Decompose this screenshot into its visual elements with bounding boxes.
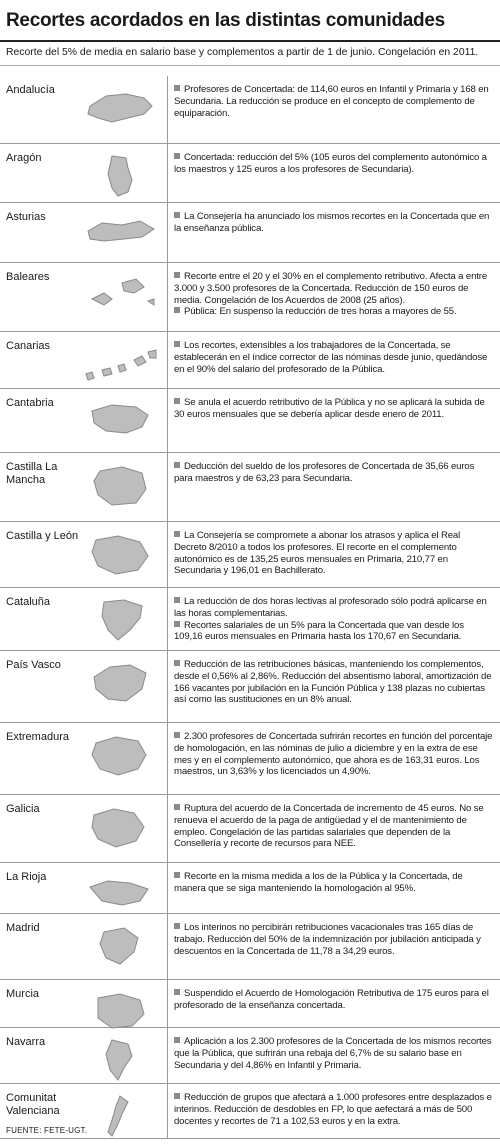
measure-text: La Consejería ha anunciado los mismos recortes en la Concertada que en la enseñanza pública. (174, 211, 490, 234)
region-row (0, 723, 500, 795)
bullet-square-icon (174, 597, 180, 603)
region-cell (0, 588, 168, 650)
region-description (168, 453, 500, 521)
region-map-icon (82, 84, 158, 130)
region-name: Madrid (6, 922, 40, 934)
measure-item (174, 922, 494, 957)
region-name: Navarra (6, 1036, 46, 1048)
measure-item (174, 340, 494, 375)
measure-item (174, 596, 494, 620)
measure-text: Se anula el acuerdo retributivo de la Pública y no se aplicará la subida de 30 euros mensuales que se debería aplicar desde enero de 2011. (174, 397, 485, 420)
bullet-square-icon (174, 398, 180, 404)
region-map-icon (82, 271, 158, 317)
measure-item (174, 659, 494, 706)
region-cell (0, 76, 168, 143)
measure-text: Pública: En suspenso la reducción de tres horas a mayores de 55. (184, 306, 457, 318)
region-name: Castilla y León (6, 530, 79, 542)
measure-item (174, 397, 494, 421)
region-map-icon (82, 922, 158, 968)
region-map-icon (82, 397, 158, 443)
region-name: Aragón (6, 152, 42, 164)
region-row (0, 651, 500, 723)
region-cell (0, 453, 168, 521)
region-cell (0, 203, 168, 262)
region-name: Andalucía (6, 84, 55, 96)
measure-item (174, 306, 494, 318)
region-row (0, 588, 500, 651)
region-map-icon (82, 1092, 158, 1138)
region-map-icon (82, 803, 158, 849)
measure-text: La reducción de dos horas lectivas al profesorado sólo podrá aplicarse en las horas complementarias. (174, 596, 487, 619)
region-row (0, 863, 500, 914)
source-note: FUENTE: FETE-UGT. (6, 1126, 88, 1135)
measure-item (174, 803, 494, 850)
region-cell (0, 1028, 168, 1083)
region-description (168, 1084, 500, 1138)
region-description (168, 203, 500, 262)
region-map-icon (82, 461, 158, 507)
subtitle: Recorte del 5% de media en salario base y complementos a partir de 1 de junio. Congelación en 2011. (0, 40, 500, 66)
measure-text: Recortes salariales de un 5% para la Concertada que van desde los 109,16 euros mensuales en Primaria hasta los 170,67 en Secundaria. (174, 619, 464, 643)
measure-text: Recorte en la misma medida a los de la Pública y la Concertada, de manera que se siga manteniendo la homologación al 95%. (174, 871, 463, 894)
bullet-square-icon (174, 989, 180, 995)
measure-text: Los interinos no percibirán retribuciones vacacionales tras 165 días de trabajo. Reducción del 50% de la indemnización por jubilación anticipada y descuentos en la Concertada de 11,78 a 34,29 euros. (174, 922, 481, 957)
region-cell (0, 263, 168, 331)
region-name: Canarias (6, 340, 51, 352)
measure-item (174, 731, 494, 778)
region-map-icon (82, 211, 158, 257)
region-row (0, 980, 500, 1028)
region-name: Castilla La Mancha (6, 461, 58, 486)
region-map-icon (82, 340, 158, 386)
region-row (0, 144, 500, 203)
measure-text: Los recortes, extensibles a los trabajadores de la Concertada, se establecerán en el índice corrector de las nóminas desde junio, quedándose en el 90% del salario del profesorado de la Pública. (174, 340, 488, 375)
region-name: Cataluña (6, 596, 51, 608)
region-description (168, 980, 500, 1027)
measure-item (174, 84, 494, 119)
region-row (0, 1028, 500, 1084)
measure-item (174, 620, 494, 644)
region-description (168, 522, 500, 587)
region-name: Galicia (6, 803, 40, 815)
region-cell (0, 522, 168, 587)
region-name: Cantabria (6, 397, 54, 409)
measure-item (174, 1092, 494, 1127)
region-row (0, 263, 500, 332)
region-row (0, 914, 500, 980)
measure-text: Reducción de grupos que afectará a 1.000 profesores entre desplazados e interinos. Reducción de desdobles en FP, lo que aefectará a más de 500 docentes y recortes de 71 a 102,53 euros y en la extra. (174, 1092, 492, 1127)
region-map-icon (82, 152, 158, 198)
region-description (168, 795, 500, 862)
bullet-square-icon (174, 462, 180, 468)
region-row (0, 522, 500, 588)
region-name: Comunitat Valenciana (6, 1092, 60, 1117)
region-map-icon (82, 596, 158, 642)
region-name: Murcia (6, 988, 40, 1000)
measure-item (174, 1036, 494, 1071)
bullet-square-icon (174, 85, 180, 91)
bullet-square-icon (174, 153, 180, 159)
measure-item (174, 530, 494, 577)
bullet-square-icon (174, 212, 180, 218)
region-description (168, 332, 500, 388)
region-cell (0, 723, 168, 794)
region-row (0, 453, 500, 522)
measure-text: Profesores de Concertada: de 114,60 euros en Infantil y Primaria y 168 en Secundaria. La reducción se produce en el concepto de complemento de equiparación. (174, 84, 489, 119)
measure-text: Reducción de las retribuciones básicas, manteniendo los complementos, desde el 0,56% al 2,86%. Reducción del absentismo laboral, amortización de 166 vacantes por jubilación en la Función Pública y 138 plazas no cubiertas así como las sustituciones en un 8% anual. (174, 659, 492, 706)
region-description (168, 588, 500, 650)
measure-text: Deducción del sueldo de los profesores de Concertada de 35,66 euros para maestros y de 63,23 para Secundaria. (174, 461, 475, 484)
bullet-square-icon (174, 804, 180, 810)
bullet-square-icon (174, 660, 180, 666)
measure-text: La Consejería se compromete a abonar los atrasos y aplica el Real Decreto 8/2010 a todos los profesores. El recorte en el complemento autonómico es de 135,25 euros mensuales en Primaria, 210,77 en Secundaria y 196,01 en Bachillerato. (174, 530, 461, 577)
bullet-square-icon (174, 923, 180, 929)
region-name: La Rioja (6, 871, 47, 883)
page-title: Recortes acordados en las distintas comunidades (6, 10, 445, 31)
measure-text: Recorte entre el 20 y el 30% en el complemento retributivo. Afecta a entre 3.000 y 3.500 profesores de la Concertada. Reducción de 150 euros de media. Congelación de los Acuerdos de 2008 (25 años). (174, 271, 488, 306)
measure-item (174, 871, 494, 895)
region-row (0, 332, 500, 389)
region-cell (0, 795, 168, 862)
region-description (168, 76, 500, 143)
measure-text: Ruptura del acuerdo de la Concertada de incremento de 45 euros. No se renueva el acuerdo de la paga de antigüedad y el de mantenimiento de empleo. Congelación de las partidas salariales que dependen de la Consellería y recorte de recursos para NEE. (174, 803, 484, 850)
measure-item (174, 461, 494, 485)
bullet-square-icon (174, 872, 180, 878)
bullet-square-icon (174, 341, 180, 347)
measure-item (174, 152, 494, 176)
region-description (168, 651, 500, 722)
measure-text: Concertada: reducción del 5% (105 euros del complemento autonómico a los maestros y 125 euros a los profesores de Secundaria). (174, 152, 487, 175)
measure-item (174, 271, 494, 306)
region-description (168, 863, 500, 913)
region-name: Baleares (6, 271, 50, 283)
region-name: Extremadura (6, 731, 69, 743)
region-description (168, 1028, 500, 1083)
measure-text: Aplicación a los 2.300 profesores de la Concertada de los mismos recortes que la Pública, que sufrirán una rebaja del 6,7% de su salario base en Secundaria y del 4,86% en Infantil y Primaria. (174, 1036, 492, 1071)
region-row (0, 76, 500, 144)
region-name: País Vasco (6, 659, 61, 671)
region-row (0, 389, 500, 453)
region-map-icon (82, 731, 158, 777)
measure-item (174, 988, 494, 1012)
bullet-square-icon (174, 621, 180, 627)
region-name: Asturias (6, 211, 46, 223)
measure-text: 2.300 profesores de Concertada sufrirán recortes en función del porcentaje de homologación, en las nóminas de julio a diciembre y en la extra de ese mes y en el complemento autonómico, que ahora es de 163,31 euros. Los maestros, un 3,63% y los licenciados un 4,90%. (174, 731, 493, 778)
region-description (168, 389, 500, 452)
bullet-square-icon (174, 531, 180, 537)
region-cell (0, 144, 168, 202)
region-cell (0, 332, 168, 388)
region-map-icon (82, 1036, 158, 1082)
region-cell (0, 980, 168, 1027)
bullet-square-icon (174, 732, 180, 738)
region-description (168, 723, 500, 794)
measure-text: Suspendido el Acuerdo de Homologación Retributiva de 175 euros para el profesorado de la enseñanza concertada. (174, 988, 489, 1011)
measure-item (174, 211, 494, 235)
region-row (0, 203, 500, 263)
bullet-square-icon (174, 1037, 180, 1043)
region-cell (0, 389, 168, 452)
region-cell (0, 914, 168, 979)
region-cell (0, 863, 168, 913)
region-map-icon (82, 871, 158, 917)
bullet-square-icon (174, 1093, 180, 1099)
region-map-icon (82, 530, 158, 576)
region-description (168, 914, 500, 979)
region-map-icon (82, 659, 158, 705)
bullet-square-icon (174, 307, 180, 313)
region-description (168, 263, 500, 331)
bullet-square-icon (174, 272, 180, 278)
region-cell (0, 651, 168, 722)
region-table (0, 76, 500, 1139)
region-row (0, 795, 500, 863)
region-description (168, 144, 500, 202)
